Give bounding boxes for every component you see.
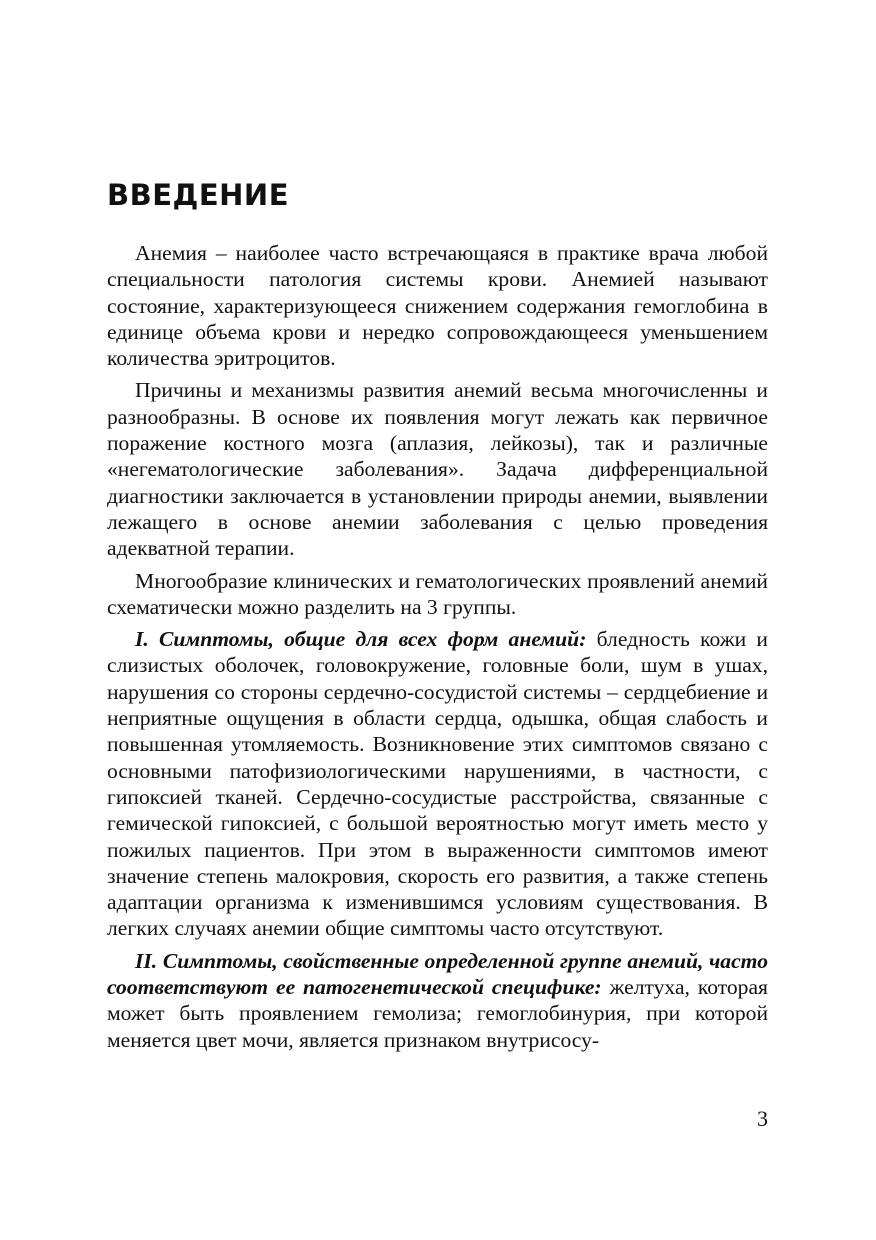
paragraph-anemia-definition [107,240,768,371]
page-number: 3 [757,1106,768,1131]
group-1-lead: I. Симптомы, общие для всех форм анемий: [135,627,587,652]
paragraph-text: желтуха, которая может быть проявлением гемолиза; гемоглобинурия, при которой меняется цвет мочи, является признаком внутрисосу- [107,975,768,1052]
paragraph-causes [107,377,768,561]
paragraph-text: Многообразие клинических и гематологических проявлений анемий схематически можно разделить на 3 группы. [107,568,768,619]
paragraph-group-2 [107,948,768,1053]
body-text [107,240,768,1059]
paragraph-text: Анемия – наиболее часто встречающаяся в практике врача любой специальности патология системы крови. Анемией называют состояние, характеризующееся снижением содержания гемоглобина в единице объема крови и нередко сопровождающееся уменьшением количества эритроцитов. [107,241,768,371]
paragraph-groups-intro [107,568,768,621]
group-2-lead: II. Симптомы, свойственные определенной группе анемий, часто соответствуют ее патогенетической специфике: [107,948,768,1000]
paragraph-text: Причины и механизмы развития анемий весьма многочисленны и разнообразны. В основе их появления могут лежать как первичное поражение костного мозга (аплазия, лейкозы), так и различные «негематологические заболевания». Задача дифференциальной диагностики заключается в установлении природы анемии, выявлении лежащего в основе анемии заболевания с целью проведения адекватной терапии. [107,378,768,561]
paragraph-group-1 [107,626,768,942]
section-heading: ВВЕДЕНИЕ [107,178,290,212]
paragraph-text: бледность кожи и слизистых оболочек, головокружение, головные боли, шум в ушах, нарушения со стороны сердечно-сосудистой системы – сердцебиение и неприятные ощущения в области сердца, одышка, общая слабость и повышенная утомляемость. Возникновение этих симптомов связано с основными патофизиологическими нарушениями, в частности, с гипоксией тканей. Сердечно-сосудистые расстройства, связанные с гемической гипоксией, с большой вероятностью могут иметь место у пожилых пациентов. При этом в выраженности симптомов имеют значение степень малокровия, скорость его развития, а также степень адаптации организма к изменившимся условиям существования. В легких случаях анемии общие симптомы часто отсутствуют. [107,627,768,941]
